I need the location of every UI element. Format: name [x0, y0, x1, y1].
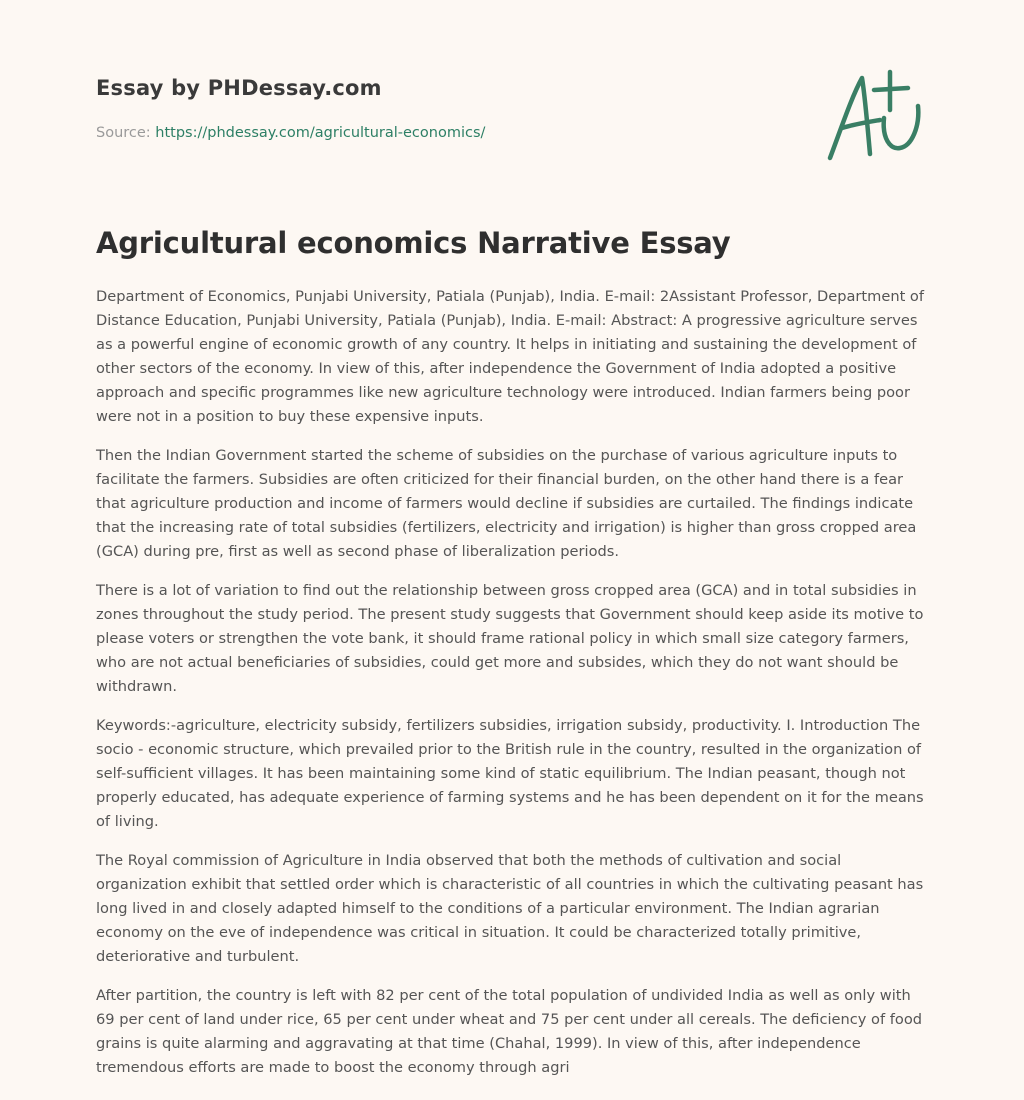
source-line: [96, 125, 485, 141]
essay-paragraph: There is a lot of variation to find out the relationship between gross cropped area (GCA) and in total subsidies in zones throughout the study period. The present study suggests that Government should keep aside its motive to please voters or strengthen the vote bank, it should frame rational policy in which small size category farmers, who are not actual beneficiaries of subsidies, could get more and subsides, which they do not want should be withdrawn.: [96, 582, 924, 695]
a-plus-logo-icon: [820, 66, 930, 166]
essay-title: Agricultural economics Narrative Essay: [96, 226, 731, 260]
source-link[interactable]: https://phdessay.com/agricultural-economics/: [155, 125, 486, 141]
essay-paragraph: Department of Economics, Punjabi University, Patiala (Punjab), India. E-mail: 2Assistant Professor, Department of Distance Education, Punjabi University, Patiala (Punjab), India. E-mail: Abstract: A progressive agriculture serves as a powerful engine of economic growth of any country. It helps in initiating and sustaining the development of other sectors of the economy. In view of this, after independence the Government of India adopted a positive approach and specific programmes like new agriculture technology were introduced. Indian farmers being poor were not in a position to buy these expensive inputs.: [96, 288, 924, 425]
essay-paragraph: Keywords:-agriculture, electricity subsidy, fertilizers subsidies, irrigation subsidy, productivity. I. Introduction The socio - economic structure, which prevailed prior to the British rule in the country, resulted in the organization of self-sufficient villages. It has been maintaining some kind of static equilibrium. The Indian peasant, though not properly educated, has adequate experience of farming systems and he has been dependent on it for the means of living.: [96, 717, 924, 830]
page-header: [96, 76, 928, 141]
essay-paragraph: The Royal commission of Agriculture in India observed that both the methods of cultivation and social organization exhibit that settled order which is characteristic of all countries in which the cultivating peasant has long lived in and closely adapted himself to the conditions of a particular environment. The Indian agrarian economy on the eve of independence was critical in situation. It could be characterized totally primitive, deteriorative and turbulent.: [96, 852, 924, 965]
essay-paragraph: Then the Indian Government started the scheme of subsidies on the purchase of various agriculture inputs to facilitate the farmers. Subsidies are often criticized for their financial burden, on the other hand there is a fear that agriculture production and income of farmers would decline if subsidies are curtailed. The findings indicate that the increasing rate of total subsidies (fertilizers, electricity and irrigation) is higher than gross cropped area (GCA) during pre, first as well as second phase of liberalization periods.: [96, 447, 917, 560]
site-title: Essay by PHDessay.com: [96, 76, 382, 100]
essay-paragraph: After partition, the country is left with 82 per cent of the total population of undivided India as well as only with 69 per cent of land under rice, 65 per cent under wheat and 75 per cent under all cereals. The deficiency of food grains is quite alarming and aggravating at that time (Chahal, 1999). In view of this, after independence tremendous efforts are made to boost the economy through agri: [96, 987, 923, 1076]
source-label: Source:: [96, 125, 151, 141]
essay-body: [96, 285, 932, 1095]
